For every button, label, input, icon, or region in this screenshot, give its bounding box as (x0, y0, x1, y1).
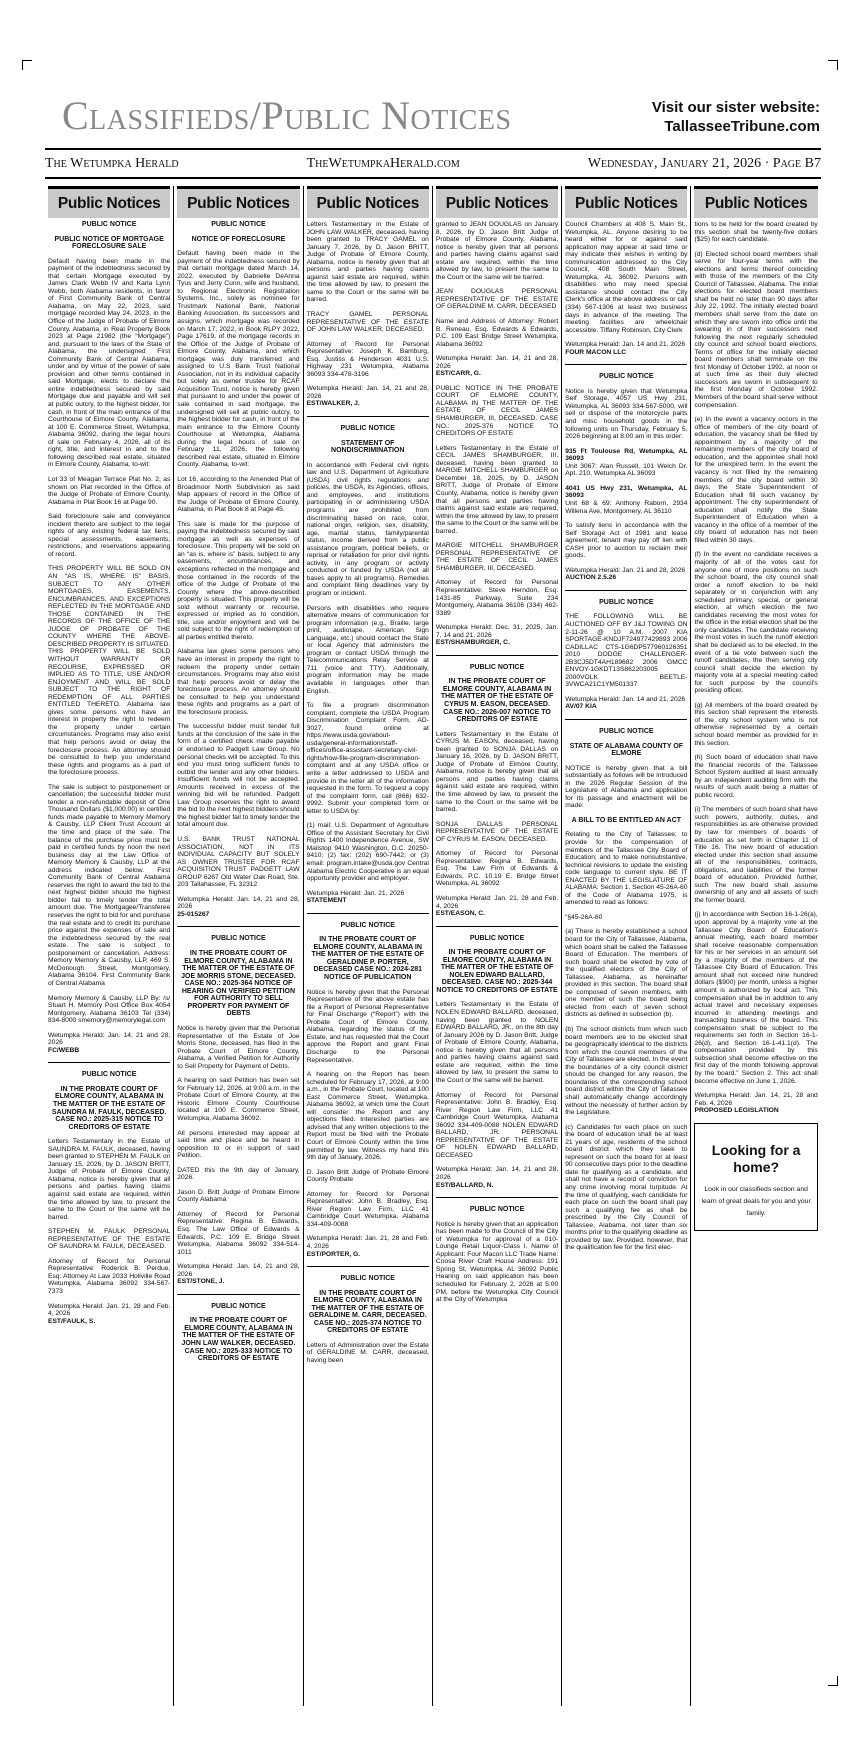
notice-divider (48, 1062, 170, 1063)
notice-paragraph: To satisfy liens in accordance with the Self Storage Act of 1981 and lease agreement, tenant may pay off lien with CASH prior to auction to reclaim their goods. (565, 522, 688, 560)
notice-paragraph: Attorney of Record for Personal Representative: Regina B. Edwards, Esq. The Law Office of Edwards & Edwards, P.C. 109 E. Bridge Street Wetumpka, Alabama 36092 334-514-1011 (177, 1210, 300, 1256)
notice-code: EST/EASON, C. (435, 910, 485, 918)
notice-paragraph: Notice is hereby given that an application has been made to the Council of the City of Wetumpka for approval of a 010-Lounge Retail Liquor-Class I. Name of Applicant: Four Macon LLC Trade Name: Coosa River Craft House Address: 191 Spring St, Wetumpka, AL 36092 Public Hearing on said application has been scheduled for February 2, 2026 at 5:00 PM, before the Wetumpka City Council at the City of Wetumpka (435, 1220, 559, 1304)
notice-code: EST/SHAMBURGER, C. (435, 639, 510, 647)
notice-code: FC/WEBB (48, 1046, 80, 1054)
notice-paragraph: Lot 33 of Meagan Terrace Plat No. 2, as shown on Plat recorded in the Office of the Judge of Probate of Elmore County, Alabama in Plat Book 16 at Page 90. (48, 475, 171, 506)
sister-website-label: Visit our sister website: (651, 99, 820, 116)
notice-heading: PUBLIC NOTICE (340, 1275, 395, 1283)
notice-heading: PUBLIC NOTICE (211, 221, 266, 228)
notice-paragraph: To file a program discrimination complaint, complete the USDA Program Discrimination Complaint Form, AD-3027, found online at https://www.usda.gov/about-usda/general-information/staff-offices/office-assistant-secretary-civil-rights/how-file-program-discrimination-complaint and at any USDA office or write a letter addressed to USDA and provide in the letter all of the information requested in the form. To request a copy of the complaint form, call (866) 632-9992. Submit your completed form or letter to USDA by: (306, 702, 429, 815)
notice-paragraph: granted to JEAN DOUGLAS on January 8, 2026, by D. Jason Britt Judge of Probate of Elmore County, Alabama, notice is hereby given that all persons and parties having claims against said estate are required, within the time allowed by law, to present the same to the Court or the same will be barred. (435, 221, 559, 281)
notice-paragraph: Letters Testamentary in the Estate of CYRUS M. EASON, deceased, having been granted to SONJA DALLAS on January 16, 2026, by D. JASON BRITT, Judge of Probate of Elmore County, Alabama, notice is hereby given that all persons and parties having claims against said estate are required, within the time allowed by law, to present the same to the Court or the same will be barred. (435, 730, 559, 814)
notice-column (174, 186, 303, 1706)
folio-rule (45, 177, 821, 179)
notice-paragraph: Letters Testamentary in the Estate of JOHN LAW WALKER, deceased, having been granted to TRACY GAMEL on January 7, 2026, by D. Jason BRITT, Judge of Probate of Elmore County, Alabama, notice is hereby given that all persons and parties having claims against said estate are required, within the time allowed by law, to present the same to the Court or the same will be barred. (306, 221, 429, 304)
date-page: Wednesday, January 21, 2026 · Page B7 (587, 156, 821, 171)
notice-paragraph: Wetumpka Herald: Jan. 14, 21 and 28, 2026 (306, 385, 429, 400)
notice-code: AV/07 KIA (565, 703, 597, 711)
notice-divider (436, 926, 558, 927)
notice-paragraph: Lot 16, according to the Amended Plat of Broadmoor North Subdivision as said Map appears of record in the Office of the Judge of Probate of Elmore County, Alabama, in Plat Book 8 at Page 45. (177, 475, 300, 514)
notice-paragraph: Wetumpka Herald: Jan. 14 and 21, 2026 (565, 695, 686, 703)
crop-mark (828, 60, 838, 70)
notice-divider (307, 1266, 429, 1267)
notice-heading: PUBLIC NOTICE (599, 727, 654, 735)
public-notices-banner: Public Notices (177, 186, 299, 218)
notice-paragraph: Wetumpka Herald: Jan. 14, 21 and 28, 2026 (435, 355, 559, 370)
notice-divider (177, 1294, 299, 1295)
promo-title: Looking for a home? (711, 1141, 801, 1175)
notice-paragraph: Notice is hereby given that the Personal Representative of the above estate has file a Report of Personal Representative for Final Discharge (“Report”) with the Probate Court of Elmore County, Alabama, regarding the status of the Estate, and has requested that the Court approve the Report and grant Final Discharge to the Personal Representative. (306, 988, 429, 1064)
paper-name: The Wetumpka Herald (45, 156, 179, 171)
notice-heading: IN THE PROBATE COURT OF ELMORE COUNTY, ALABAMA IN THE MATTER OF THE ESTATE OF JOE MORRIS STONE, DECEASED. CASE NO.: 2025-364 NOTICE OF HEARING ON VERIFIED PETITION FOR AUTHORITY TO SELL PROPERTY FOR PAYMENT OF DEBTS (181, 950, 296, 1018)
notice-code: AUCTION 2.5.26 (565, 574, 617, 582)
notice-heading: PUBLIC NOTICE (211, 1302, 266, 1310)
notice-code: PROPOSED LEGISLATION (694, 1107, 779, 1115)
notice-paragraph: Council Chambers at 408 S. Main St., Wetumpka, AL. Anyone desiring to be heard either for or against said application may appear at said time or may indicate their wishes in writing by communication addressed to the City Council, 408 South Main Street, Wetumpka, AL 36092. Persons with disabilities who may need special assistance should contact the City Clerk's office at the above address or call (334) 567-1306 at least two business days in advance of the meeting. The meeting facilities are wheelchair accessible. Tiffany Robinson, City Clerk (565, 221, 688, 334)
notice-paragraph: (c) Candidates for each place on such the board of education shall be at least 21 years of age, residents of the school board district which they seek to represent on such the board for at least 90 consecutive days prior to the deadline date for qualifying as a candidate, and shall not have a record of conviction for any crime involving moral turpitude. At the time of qualifying, each candidate for each place on such the board shall pay such a qualifying fee as shall be prescribed by the City Council of Tallassee, Alabama, not later than six months prior to the qualifying deadline as provided by law. Provided, however, that the qualification fee for the first elec- (565, 1123, 688, 1252)
notice-paragraph: Wetumpka Herald: Jan. 21, 28 and Feb. 4, 2026 (435, 895, 559, 910)
notice-paragraph: 4041 US Hwy 231, Wetumpka, AL 36093 (565, 484, 688, 500)
notice-heading: PUBLIC NOTICE (340, 921, 395, 929)
notice-heading: IN THE PROBATE COURT OF ELMORE COUNTY, ALABAMA IN THE MATTER OF THE ESTATE OF CYRUS M. EASON, DECEASED. CASE NO.: 2026-007 NOTICE TO CREDITORS OF ESTATE (440, 678, 554, 724)
notice-heading: PUBLIC NOTICE (469, 663, 525, 671)
notice-paragraph: 935 Ft Toulouse Rd, Wetumpka, AL 36093 (565, 447, 688, 463)
notice-paragraph: Letters Testamentary in the Estate of NOLEN EDWARD BALLARD, deceased, having been granted to NOLEN EDWARD BALLARD, JR., on the 8th day of January 2026 by D. Jason Britt, Judge of Probate of Elmore County, Alabama, notice is hereby given that all persons and parties having claims against said estate are required, within the time allowed by law, to present the same to the Court or the same will be barred. (435, 1001, 559, 1084)
notice-column (433, 186, 562, 1706)
notice-heading: IN THE PROBATE COURT OF ELMORE COUNTY, ALABAMA IN THE MATTER OF THE ESTATE OF SAUNDRA M. FAULK, DECEASED. CASE NO.: 2025-315 NOTICE TO CREDITORS OF ESTATE (51, 1085, 167, 1131)
notice-paragraph: Relating to the City of Tallassee; to provide for the compensation of members of the Tallassee City Board of Education; and to make nonsubstantive, technical revisions to update the existing code language to current style. BE IT ENACTED BY THE LEGISLATURE OF ALABAMA: Section 1. Section 45-26A-60 of the Code of Alabama 1975, is amended to read as follows: (565, 831, 688, 907)
notice-paragraph: U.S. BANK TRUST NATIONAL ASSOCIATION, NOT IN ITS INDIVIDUAL CAPACITY BUT SOLELY AS OWNER TRUSTEE FOR RCAF ACQUISITION TRUST PADGETT LAW GROUP 6267 Old Water Oak Road, Ste. 203 Tallahassee, FL 32312 (177, 836, 300, 889)
notice-heading: PUBLIC NOTICE (469, 1206, 525, 1214)
notice-divider (436, 655, 558, 656)
notice-paragraph: Memory Memory & Causby, LLP By: /s/ Stuart H. Memory Post Office Box 4054 Montgomery, Alabama 36103 Tel (334) 834-8000 smemory@memorylegal.com (48, 994, 171, 1025)
notice-paragraph: Wetumpka Herald: Dec. 31, 2025, Jan. 7, 14 and 21, 2026 (435, 624, 559, 639)
notice-paragraph: Unit 68 & 69: Anthony Raborn, 2934 Willena Ave, Montgomery, AL 36110 (565, 499, 688, 515)
notice-columns (45, 186, 821, 1706)
sister-website (652, 98, 820, 136)
classifieds-promo-box (694, 1123, 817, 1231)
notice-paragraph: THE FOLLOWING WILL BE AUCTIONED OFF BY J&J TOWING ON 2-11-26 @ 10 A.M. 2007 KIA SPORTAGE-KNDJF724977429893 2006 CADILLAC CTS-1G6DP577960126351 2010 DODGE CHALLENGER-2B3CJ5DT4AH189682 2006 GMCC ENVOY-1GKDT13S862203005 2000VOLK BEETLE-3VWCA21C1YM501337 (565, 613, 688, 689)
public-notices-banner: Public Notices (694, 186, 817, 218)
notice-heading: PUBLIC NOTICE (211, 935, 266, 943)
notice-heading: PUBLIC NOTICE OF MORTGAGE FORECLOSURE SALE (54, 235, 164, 251)
notice-paragraph: JEAN DOUGLAS PERSONAL REPRESENTATIVE OF THE ESTATE OF GERALDINE M. CARR, DECEASED (435, 288, 559, 311)
notice-paragraph: “§45-26A-60 (565, 913, 603, 921)
notice-heading: NOTICE OF FORECLOSURE (191, 235, 286, 243)
notice-heading: STATEMENT OF NONDISCRIMINATION (331, 439, 405, 455)
notice-paragraph: Default having been made in the payment of the indebtedness secured by that certain mortgage dated March 14, 2022, executed by Gabrielle DeAnna Tyus and Jerry Cunn, wife and husband, to Regional Electronic Registration Systems, Inc., solely as nominee for Trustmark National Bank, National Banking Association, its successors and assigns, which mortgage was recorded on March 17, 2022, in Book RLPY 2022, Page 17619, of the mortgage records in the Office of the Judge of Probate of Elmore County, Alabama, and which mortgage was duly transferred and assigned to U.S Bank Trust National Association, not in its individual capacity but solely as owner trustee for RCAF Acquisition Trust, notice is hereby given that pursuant to and under the power of sale contained in said mortgage, the undersigned will sell at public outcry, to the highest bidder for cash, in front of the main entrance to the Elmore County Courthouse at Wetumpka, Alabama during the legal hours of sale on February 11, 2026, the following described real estate, situated in Elmore County, Alabama, to-wit: (177, 250, 300, 469)
notice-heading: IN THE PROBATE COURT OF ELMORE COUNTY, ALABAMA IN THE MATTER OF THE ESTATE OF GERALDINE P. PORTER, DECEASED CASE NO.: 2024-281 NOTICE OF PUBLICATION (311, 936, 424, 982)
notice-code: EST/WALKER, J. (306, 400, 360, 408)
notice-paragraph: Wetumpka Herald: Jan. 21 and 28, 2026 (565, 566, 686, 574)
crop-mark (828, 1676, 838, 1686)
notice-paragraph: Attorney for Record for Personal Representative: John B. Bradley, Esq. River Region Law Firm, LLC 41 Cambridge Court Wetumpka, Alabama 334-409-0088 (306, 1190, 429, 1228)
notice-code: STATEMENT (306, 897, 347, 905)
promo-body: Look in our classifieds section and learn of great deals for you and your family. (701, 1185, 811, 1217)
notice-heading: IN THE PROBATE COURT OF ELMORE COUNTY, ALABAMA IN THE MATTER OF THE ESTATE OF GERALDINE M. CARR, DECEASED. CASE NO.: 2025-374 NOTICE TO CREDITORS OF ESTATE (308, 1289, 427, 1335)
notice-heading: PUBLIC NOTICE (599, 598, 654, 606)
notice-paragraph: (f) In the event no candidate receives a majority of all of the votes cast for anyone one of more positions on such the school board, the city council shall order a runoff election to be held separately or in conjunction with any scheduled primary, special, or general election, at which election the two candidates receiving the most votes for the office in the initial election shall be the only candidates. The candidate receiving the most votes in such the runoff election shall be declared as to be elected. In the event of a tie vote between such the runoff candidates, the then serving city council shall decide the election by majority vote at a special meeting called for such purpose by the council's presiding officer. (694, 551, 818, 695)
notice-paragraph: Wetumpka Herald: Jan. 14, 21 and 28, 2026 (48, 1031, 171, 1047)
notice-paragraph: Alabama law gives some persons who have an interest in property the right to redeem the property under certain circumstances. Programs may also exist that help persons avoid or delay the foreclosure process. An attorney should be consulted to help you understand these rights and programs as a part of the foreclosure process. (177, 648, 300, 716)
notice-paragraph: THIS PROPERTY WILL BE SOLD ON AN “AS IS, WHERE IS” BASIS, SUBJECT TO ANY OTHER MORTGAGES, EASEMENTS, ENCUMBRANCES, AND EXCEPTIONS REFLECTED IN THE MORTGAGE AND THOSE CONTAINED IN THE RECORDS OF THE OFFICE OF THE JUDGE OF PROBATE OF THE COUNTY WHERE THE ABOVE-DESCRIBED PROPERTY IS SITUATED. THIS PROPERTY WILL BE SOLD WITHOUT WARRANTY OR RECOURSE, EXPRESSED OR IMPLIED AS TO TITLE, USE AND/OR ENJOYMENT AND WILL BE SOLD SUBJECT TO THE RIGHT OF REDEMPTION OF ALL PARTIES ENTITLED THERETO. Alabama law gives some persons who have an interest in property the right to redeem the property under certain circumstances. Programs may also exist that help persons avoid or delay the foreclosure process. An attorney should be consulted to help you understand these rights and programs as a part of the foreclosure process. (48, 565, 171, 777)
public-notices-banner: Public Notices (436, 186, 558, 218)
notice-code: 25-015267 (177, 910, 210, 918)
notice-divider (177, 926, 299, 927)
notice-column (304, 186, 433, 1706)
notice-paragraph: In accordance with Federal civil rights law and U.S. Department of Agriculture (USDA) civil rights regulations and policies, the USDA, its Agencies, offices, and employees, and institutions participating in or administering USDA programs are prohibited from discriminating based on race, color, national origin, religion, sex, disability, age, marital status, family/parental status, income derived from a public assistance program, political beliefs, or reprisal or retaliation for prior civil rights activity, in any program or activity conducted or funded by USDA (not all bases apply to all programs). Remedies and complaint filing deadlines vary by program or incident. (306, 461, 429, 597)
notice-paragraph: Attorney of Record for Personal Representative: Roderick B. Perdue, Esq. Attorney At Law 2033 Hollville Road Wetumpka, Alabama 36092 334-567-7373 (48, 1257, 171, 1295)
notice-paragraph: This sale is made for the purpose of paying the indebtedness secured by said mortgage as well as expenses of foreclosure. This property will be sold on an “as is, where is” basis, subject to any easements, encumbrances, and exceptions reflected in the mortgage and those contained in the records of the office of the Judge of Probate of the County where the above-described property is situated. This property will be sold without warranty or recourse, expressed or implied as to condition, title, use and/or enjoyment and will be sold subject to the right of redemption of all parties entitled thereto. (177, 520, 300, 641)
notice-paragraph: Wetumpka Herald: Jan. 21, 2026 (306, 889, 405, 897)
section-title: Classifieds/Public Notices (62, 93, 512, 138)
notice-heading: IN THE PROBATE COURT OF ELMORE COUNTY, ALABAMA IN THE MATTER OF THE ESTATE OF JOHN LAW WALKER, DECEASED. CASE NO.: 2025-333 NOTICE TO CREDITORS OF ESTATE (181, 1317, 296, 1363)
notice-paragraph: MARGIE MITCHELL SHAMBURGER PERSONAL REPRESENTATIVE OF THE ESTATE OF CECIL JAMES SHAMBURGER, III, DECEASED. (435, 542, 559, 572)
notice-paragraph: Wetumpka Herald: Jan. 14, 21 and 28, 2026 (435, 1166, 559, 1181)
public-notices-banner: Public Notices (307, 186, 429, 218)
notice-paragraph: Default having been made in the payment of the indebtedness secured by that certain Mortgage executed by James Clark Webb IV and Karla Lynn Webb, both Alabama residents, in favor of First Community Bank of Central Alabama, on May 22, 2023, said mortgage recorded May 24, 2023, in the Office of the Judge of Probate of Elmore County, Alabama, in Real Property Book 2023 at Page 21982 (the “Mortgage”) and, pursuant to the laws of the State of Alabama, the undersigned First Community Bank of Central Alabama, under and by virtue of the power of sale provision and other terms contained in said Mortgage, elects to declare the entire indebtedness secured by said Mortgage due and payable and will sell at public outcry, to the highest bidder, for cash, in front of the main entrance of the Courthouse of Elmore County, Alabama, at 100 E. Commerce Street, Wetumpka, Alabama 36092, during the legal hours of sale on February 4, 2026, all of its right, title, and interest in and to the following described real estate, situated in Elmore County, Alabama, to-wit: (48, 257, 171, 469)
notice-paragraph: (b) The school districts from which such board members are to be elected shall be geographically identical to the districts from which the council members of the City of Tallassee are elected. In the event the boundaries of a city council district should be changed for any reason, the boundaries of the corresponding school board district within the City of Tallassee shall automatically change accordingly without the necessity of further action by the Legislature. (565, 1026, 688, 1117)
public-notices-banner: Public Notices (48, 186, 170, 218)
notice-paragraph: Unit 3067: Alan Russell, 101 Welch Dr. Apt. 210, Wetumpka AL 36093 (565, 462, 688, 478)
notice-divider (307, 913, 429, 914)
notice-column (45, 186, 174, 1706)
notice-paragraph: All persons interested may appear at said time and place and be heard in opposition to or in support of said Petition. (177, 1129, 300, 1160)
notice-paragraph: (a) There is hereby established a school board for the City of Tallassee, Alabama, which board shall be called the Tallassee Board of Education. The members of such board shall be elected by vote of the qualified electors of the City of Tallassee, Alabama, as hereinafter provided in this section. The board shall be composed of seven members, with one member of such the board being elected from each of seven school districts as defined in subsection (b). (565, 928, 688, 1019)
folio-bar (45, 154, 821, 174)
notice-paragraph: NOTICE is hereby given that a bill substantially as follows will be introduced in the 2026 Regular Session of the Legislature of Alabama and application for its passage and enactment will be made: (565, 764, 688, 810)
crop-mark (22, 60, 32, 70)
notice-code: EST/CARR, G. (435, 370, 481, 378)
notice-paragraph: (e) In the event a vacancy occurs in the office of members of the city board of education, the vacancy shall be filled by appointment by a majority of the remaining members of the city board of education, and the appointee shall hold for the unexpired term. In the event the vacancy is not filled by the remaining members of the city board within 30 days, the State Superintendent of Education shall fill such vacancy by appointment. The city superintendent of education shall notify the State Superintendent of Education when a vacancy in the office of a member of the city board of education has not been filled within 30 days. (694, 416, 818, 544)
notice-paragraph: DATED this the 9th day of January, 2026. (177, 1166, 300, 1182)
notice-paragraph: Wetumpka Herald: Jan. 14, 21 and 28, 2026 (177, 1263, 300, 1278)
notice-paragraph: Wetumpka Herald: Jan. 14, 21, 28 and Feb. 4, 2026 (694, 1092, 818, 1107)
sister-website-url: TallasseeTribune.com (664, 118, 820, 135)
notice-code: EST/STONE, J. (177, 1278, 225, 1286)
notice-paragraph: The sale is subject to postponement or cancellation; the successful bidder must tender a non-refundable deposit of One Thousand Dollars ($1,000.00) in certified funds made payable to Memory Memory & Causby, LLP Client Trust Account at the time and place of the sale. The balance of the purchase price must be paid in certified funds by noon the next business day at the Law Office of Memory Memory & Causby, LLP at the address indicated below. First Community Bank of Central Alabama reserves the right to award the bid to the next highest bidder should the highest bidder fail to timely tender the total amount due. The Mortgagee/Transferee reserves the right to bid for and purchase the real estate and to credit its purchase price against the expenses of sale and the indebtedness secured by the real estate. The sale is subject to postponement or cancellation. Address: Memory Memory & Causby, LLP, 469 S. McDonough Street, Montgomery, Alabama 36104. First Community Bank of Central Alabama (48, 783, 171, 987)
notice-paragraph: Name and Address of Attorney: Robert B. Reneau, Esq. Edwards & Edwards, P.C. 109 East Bridge Street Wetumpka, Alabama 36092 (435, 318, 559, 348)
notice-paragraph: tions to be held for the board created by this section shall be twenty-five dollars ($25) for each candidate. (694, 221, 818, 244)
notice-paragraph: Attorney of Record for Personal Representative: Regina B. Edwards, Esq. The Law Firm of Edwards & Edwards, P.C. 10.19 E. Bridge Street Wetumpka, AL 36092 (435, 850, 559, 888)
header-rule (45, 148, 821, 150)
notice-heading: PUBLIC NOTICE (81, 1071, 137, 1079)
notice-paragraph: Attorney of Record for Personal Representative: Joseph K. Bamburg, Esq. Justiss & Henderson 4031 U.S. Highway 231 Wetumpka, Alabama 36093 334-478-3196 (306, 340, 429, 378)
notice-paragraph: Wetumpka Herald: Jan. 14 and 21, 2026 (565, 341, 686, 349)
notice-column (691, 186, 820, 1706)
notice-paragraph: (j) In accordance with Section 16-1-26(a), upon approval by a majority vote at the Tallassee City Board of Education's annual meeting, each board member shall receive reasonable compensation for his or her services in an amount set by a majority of the members of the Tallassee City Board of Education. This amount shall not exceed nine hundred dollars ($900) per month, unless a higher amount is authorized by local act. This compensation shall be in addition to any actual travel and necessary expenses incurred in attending meetings and transacting business of the board. This compensation shall be subject to the requirements set forth in Section 16-1-26(d), and Section 16-1-41.1(d). The compensation provided by this subsection shall become effective on the first day of the month following approval by the board.” Section 2. This act shall become effective on June 1, 2026. (694, 911, 818, 1085)
notice-paragraph: Letters Testamentary in the Estate of SAUNDRA M. FAULK, deceased, having been granted to STEPHEN M. FAULK on January 15, 2026, by D. JASON BRITT, Judge of Probate of Elmore County, Alabama, notice is hereby given that all persons and parties having claims against said estate are required, within the time allowed by law, to present the same to the Court or the same will be barred. (48, 1138, 171, 1221)
notice-paragraph: TRACY GAMEL PERSONAL REPRESENTATIVE OF THE ESTATE OF JOHN LAW WALKER, DECEASED. (306, 311, 429, 334)
notice-code: EST/PORTER, G. (306, 1250, 361, 1258)
notice-paragraph: (i) The members of such board shall have such powers, authority, duties, and responsibilities as are otherwise provided by law for members of boards of education as set forth in Chapter 11 of Title 16. The new board of education elected under this section shall assume all of the responsibilities, contracts, obligations, and liabilities of the former board of education. Provided further, such The new board shall assume ownership of any and all assets of such the former board. (694, 806, 818, 904)
notice-heading: STATE OF ALABAMA COUNTY OF ELMORE (569, 742, 684, 758)
notice-paragraph: Persons with disabilities who require alternative means of communication for program information (e.g., Braille, large print, audiotape, American Sign Language, etc.) should contact the State or local Agency that administers the program or contact USDA through the Telecommunications Relay Service at 711 (voice and TTY). Additionally, program information may be made available in languages other than English. (306, 604, 429, 695)
notice-heading: IN THE PROBATE COURT OF ELMORE COUNTY, ALABAMA IN THE MATTER OF THE ESTATE OF NOLEN EDWARD BALLARD, DECEASED. CASE NO.: 2025-344 NOTICE TO CREDITORS OF ESTATE (436, 949, 558, 994)
notice-divider (565, 590, 687, 591)
notice-paragraph: Wetumpka Herald: Jan. 14, 21 and 28, 2026 (177, 895, 300, 911)
notice-paragraph: D. Jason Britt Judge of Probate Elmore County Probate (306, 1168, 429, 1184)
notice-column (562, 186, 691, 1706)
notice-code: EST/BALLARD, N. (435, 1181, 494, 1189)
notice-heading: PUBLIC NOTICE (599, 373, 654, 381)
notice-divider (565, 719, 687, 720)
notice-paragraph: Wetumpka Herald: Jan. 21, 28 and Feb. 4, 2026 (48, 1302, 171, 1318)
notice-paragraph: Attorney of Record for Personal Representative: John B. Bradley, Esq. River Region Law Firm, LLC 41 Cambridge Court Wetumpka, Alabama 36092 334-409-0088 NOLEN EDWARD BALLARD, JR. PERSONAL REPRESENTATIVE OF THE ESTATE OF NOLEN EDWARD BALLARD, DECEASED (435, 1091, 559, 1159)
notice-heading: PUBLIC NOTICE (81, 221, 137, 228)
notice-divider (436, 1197, 558, 1198)
notice-paragraph: Wetumpka Herald: Jan. 21, 28 and Feb. 4, 2026 (306, 1235, 429, 1250)
notice-paragraph: A hearing on the Report has been scheduled for February 17, 2026, at 9:00 a.m., in the Probate Court, located at 100 East Commerce Street, Wetumpka, Alabama 36092, at which time the Court will consider the Report and any objections filed. Interested parties are advised that any written objections to the Report must be filed with the Probate Court of Elmore County within the time permitted by law. Witness my hand this 9th day of January, 2026. (306, 1071, 429, 1162)
public-notices-banner: Public Notices (565, 186, 687, 218)
notice-paragraph: Letters of Administration over the Estate of GERALDINE M. CARR, deceased, having been (306, 1341, 429, 1364)
notice-paragraph: Notice is hereby given that the Personal Representative of the Estate of Joe Morris Stone, deceased, has filed in the Probate Court of Elmore County, Alabama, a Verified Petition for Authority to Sell Property for Payment of Debts. (177, 1024, 300, 1070)
notice-paragraph: Attorney of Record for Personal Representative: Steve Herndon, Esq. 1431-85 Parkway, Suite 234 Montgomery, Alabama 36106 (334) 462-3389 (435, 579, 559, 617)
notice-paragraph: A hearing on said Petition has been set for February 12, 2026, at 9:00 a.m. in the Probate Court of Elmore County, at the Historic Elmore County Courthouse located at 100 E. Commerce Street, Wetumpka, Alabama 36092. (177, 1077, 300, 1122)
notice-paragraph: (1) mail: U.S. Department of Agriculture Office of the Assistant Secretary for Civil Rights 1400 Independence Avenue, SW Mailstop 9410 Washington, D.C. 20250-9410; (2) fax: (202) 690-7442; or (3) email: program.intake@usda.gov Central Alabama Electric Cooperative is an equal opportunity provider and employer. (306, 822, 429, 883)
notice-paragraph: The successful bidder must tender full funds at the conclusion of the sale in the form of a certified check made payable or endorsed to Padgett Law Group. No personal checks will be accepted. To this end you must bring sufficient funds to outbid the lender and any other bidders. Insufficient funds will not be accepted. Amounts received in excess of the winning bid will be refunded. Padgett Law Group reserves the right to award the bid to the next highest bidders should the highest bidder fail to timely tender the total amount due. (177, 723, 300, 829)
notice-heading: A BILL TO BE ENTITLED AN ACT (571, 816, 682, 824)
notice-paragraph: STEPHEN M. FAULK PERSONAL REPRESENTATIVE OF THE ESTATE OF SAUNDRA M. FAULK, DECEASED. (48, 1228, 171, 1251)
notice-divider (565, 364, 687, 365)
notice-paragraph: Notice is hereby given that Wetumpka Self Storage, 4057 US Hwy 231, Wetumpka, AL 36093 334-567-5000, will sell or dispose of the motorcycle parts and misc household goods in the following units on Thursday, February 5, 2026 beginning at 8:00 am in this order: (565, 387, 688, 441)
notice-heading: PUBLIC NOTICE (340, 425, 395, 433)
notice-heading: PUBLIC NOTICE (469, 934, 525, 942)
notice-paragraph: Jason D. Britt Judge of Probate Elmore County Alabama (177, 1188, 300, 1204)
notice-paragraph: SONJA DALLAS PERSONAL REPRESENTATIVE OF THE ESTATE OF CYRUS M. EASON, DECEASED. (435, 820, 559, 843)
notice-paragraph: PUBLIC NOTICE IN THE PROBATE COURT OF ELMORE COUNTY, ALABAMA IN THE MATTER OF THE ESTATE OF CECIL JAMES SHAMBURGER, III, DECEASED. CASE NO.: 2025-376 NOTICE TO CREDITORS OF ESTATE (435, 384, 559, 438)
notice-code: EST/FAULK, S. (48, 1317, 96, 1325)
notice-code: FOUR MACON LLC (565, 348, 627, 356)
notice-paragraph: Letters Testamentary in the Estate of CECIL JAMES SHAMBURGER, III, deceased, having been granted to MARGIE MITCHELL SHAMBURGER on December 18, 2025, by D. JASON BRITT, Judge of Probate of Elmore County, Alabama, notice is hereby given that all persons and parties having claims against said estate are required, within the time allowed by law, to present the same to the Court or the same will be barred. (435, 444, 559, 535)
notice-divider (307, 416, 429, 417)
notice-paragraph: Said foreclosure sale and conveyance incident thereto are subject to the legal rights of any existing federal tax liens, special assessments, easements, restrictions, and reservations appearing of record. (48, 513, 171, 558)
paper-website: TheWetumpkaHerald.com (306, 156, 460, 171)
notice-paragraph: (h) Such board of education shall have the financial records of the Tallassee School System audited at least annually by an independent auditing firm with the results of such audit being a matter of public record. (694, 754, 818, 799)
notice-paragraph: (g) All members of the board created by this section shall represent the interests of the city school system who is not otherwise represented by a certain school board member as provided for in this section. (694, 701, 818, 747)
notice-paragraph: (d) Elected school board members shall serve for four-year terms with the elections and terms thereof coinciding with those of the members of the City Council of Tallassee, Alabama. The initial elections for elected board members shall be held no later than 90 days after July 22, 1992. The initially elected board members shall serve from the date on which they are sworn into office until the swearing in of their successors next following the next regularly scheduled city council and school board elections. Terms of office for the initially elected board members shall terminate on the first Monday of October 1992, at noon or at such time as their duly elected successors are sworn in subsequent to the first Monday of October 1992. Members of the board shall serve without compensation. (694, 250, 818, 409)
